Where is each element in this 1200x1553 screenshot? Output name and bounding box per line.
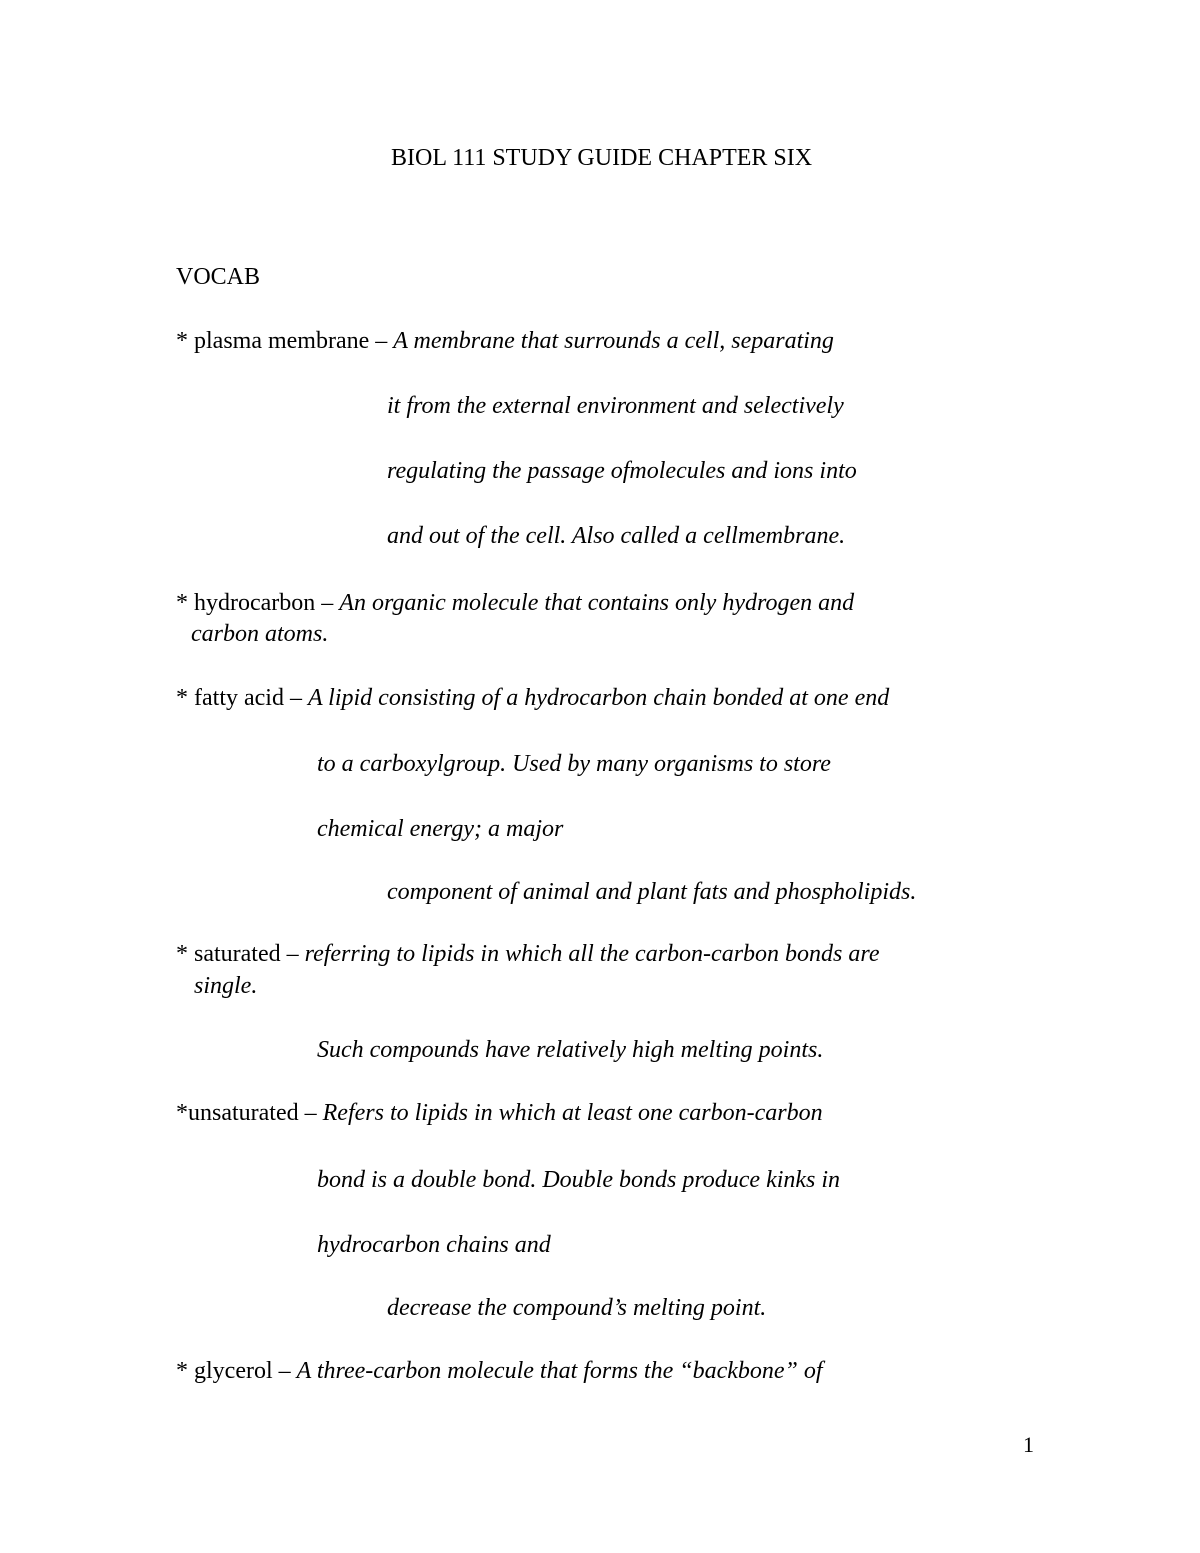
term-label: *unsaturated – [176,1100,323,1126]
definition-text: An organic molecule that contains only hydrogen and [339,590,855,616]
definition-text: Refers to lipids in which at least one carbon-carbon [322,1100,823,1126]
term-label: * plasma membrane – [176,328,394,354]
vocab-entry-glycerol [176,1357,823,1385]
definition-line: Such compounds have relatively high melting points. [317,1037,824,1063]
definition-line: hydrocarbon chains and [317,1232,551,1258]
vocab-entry-plasma-membrane [176,327,834,355]
definition-line: regulating the passage ofmolecules and ions into [387,458,857,484]
definition-line: carbon atoms. [191,621,329,647]
definition-text: A membrane that surrounds a cell, separating [393,328,834,354]
page-number: 1 [1023,1432,1034,1457]
vocab-entry-fatty-acid [176,684,889,712]
vocab-entry-hydrocarbon [176,589,854,617]
term-label: * hydrocarbon – [176,590,340,616]
definition-text: A lipid consisting of a hydrocarbon chain bonded at one end [307,685,890,711]
definition-line: bond is a double bond. Double bonds produce kinks in [317,1167,841,1193]
definition-line: component of animal and plant fats and phospholipids. [387,879,917,905]
definition-text: A three-carbon molecule that forms the “backbone” of [296,1358,823,1384]
definition-text: referring to lipids in which all the carbon-carbon bonds are [304,941,880,967]
term-label: * glycerol – [176,1358,297,1384]
definition-line: chemical energy; a major [317,816,564,842]
definition-line: decrease the compound’s melting point. [387,1295,767,1321]
vocab-entry-unsaturated [176,1099,823,1127]
section-heading-vocab: VOCAB [176,264,261,290]
vocab-entry-saturated [176,940,879,968]
page-title: BIOL 111 STUDY GUIDE CHAPTER SIX [391,145,813,171]
definition-line: single. [194,973,258,999]
definition-line: to a carboxylgroup. Used by many organisms to store [317,751,831,777]
definition-line: and out of the cell. Also called a cellmembrane. [387,523,846,549]
term-label: * fatty acid – [176,685,308,711]
term-label: * saturated – [176,941,305,967]
definition-line: it from the external environment and selectively [387,393,844,419]
